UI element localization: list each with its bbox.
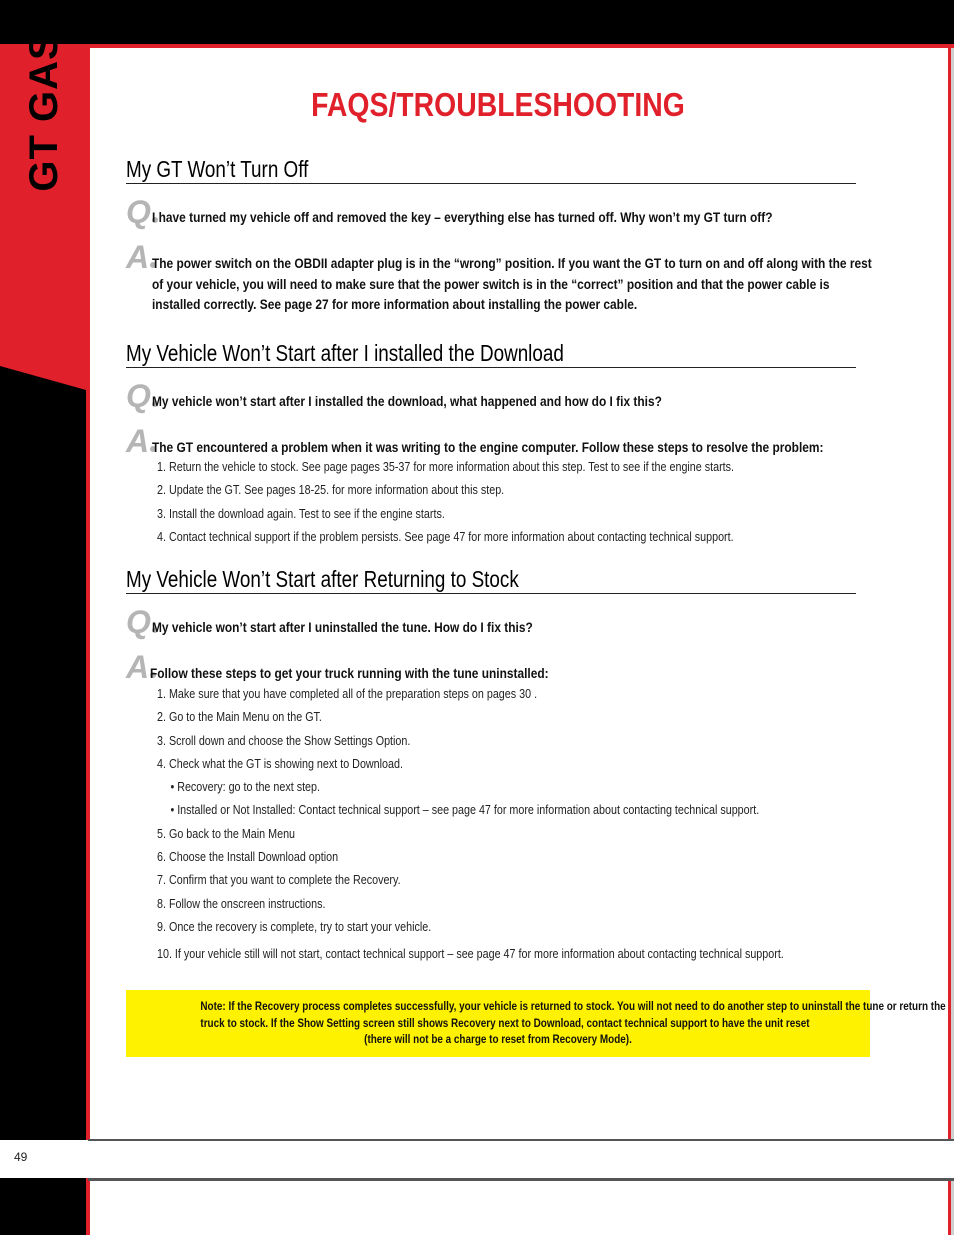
section-heading-turn-off: My GT Won’t Turn Off xyxy=(126,155,856,184)
list-item: 5. Go back to the Main Menu xyxy=(157,825,296,841)
list-item: 8. Follow the onscreen instructions. xyxy=(157,895,326,911)
q-icon: Q xyxy=(126,380,158,412)
recovery-note xyxy=(126,990,946,1057)
answer-text: The GT encountered a problem when it was writing to the engine computer. Follow these steps to resolve the problem: xyxy=(152,440,824,456)
top-black-bar xyxy=(0,0,954,44)
sidebar-model-name: GT GAS xyxy=(22,32,66,192)
a-icon: A xyxy=(126,241,156,273)
list-item: 1. Make sure that you have completed all of the preparation steps on pages 30 . xyxy=(157,686,538,701)
sidebar-model-number: 40415 xyxy=(22,203,66,320)
list-item: 4. Contact technical support if the problem persists. See page 47 for more information about contacting technical support. xyxy=(157,528,734,544)
bottom-rule xyxy=(88,1139,954,1141)
note-line: (there will not be a charge to reset from Recovery Mode). xyxy=(364,1032,632,1046)
question-text: My vehicle won’t start after I uninstalled the tune. How do I fix this? xyxy=(152,620,533,636)
left-red-rule xyxy=(86,44,90,1140)
list-item: 2. Update the GT. See pages 18-25. for more information about this step. xyxy=(157,482,505,498)
note-line: truck to stock. If the Show Setting screen still shows Recovery next to Download, contact technical support to have the unit reset xyxy=(200,1015,810,1030)
answer-text: The power switch on the OBDII adapter plug is in the “wrong” position. If you want the GT to turn on and off along with the rest of your vehicle, you will need to make sure that the power switch is in the “correct” position and that the power cable is installed correctly. See page 27 for more information about installing the power cable. xyxy=(152,256,872,313)
page-title: FAQS/TROUBLESHOOTING xyxy=(311,86,685,123)
a-icon: A xyxy=(126,425,156,457)
list-item: 1. Return the vehicle to stock. See page pages 35-37 for more information about this step. Test to see if the engine starts. xyxy=(157,459,735,474)
q-icon: Q xyxy=(126,606,158,638)
list-item: 9. Once the recovery is complete, try to start your vehicle. xyxy=(157,918,432,934)
section-heading-wont-start-download: My Vehicle Won’t Start after I installed the Download xyxy=(126,339,856,368)
list-item: 3. Scroll down and choose the Show Settings Option. xyxy=(157,732,411,748)
page-number: 49 xyxy=(14,1150,28,1164)
section-heading-wont-start-stock: My Vehicle Won’t Start after Returning to Stock xyxy=(126,565,856,594)
a-icon: A xyxy=(126,651,156,683)
list-item: 6. Choose the Install Download option xyxy=(157,849,339,865)
list-item: 3. Install the download again. Test to see if the engine starts. xyxy=(157,505,445,521)
note-line: Note: If the Recovery process completes successfully, your vehicle is returned to stock. You will not need to do another step to uninstall the tune or return the xyxy=(200,999,946,1013)
next-page-strip xyxy=(0,1178,954,1235)
list-item: 4. Check what the GT is showing next to Download. xyxy=(157,755,403,771)
question-text: My vehicle won’t start after I installed the download, what happened and how do I fix this? xyxy=(152,394,662,410)
list-item: 7. Confirm that you want to complete the Recovery. xyxy=(157,872,401,888)
list-subitem: • Recovery: go to the next step. xyxy=(170,779,320,795)
steps-list-stock xyxy=(157,686,954,970)
q-icon: Q xyxy=(126,196,158,228)
steps-list-download xyxy=(157,459,954,552)
sidebar-model-title xyxy=(24,32,64,320)
answer-text: Follow these steps to get your truck running with the tune uninstalled: xyxy=(150,666,549,682)
list-item: 10. If your vehicle still will not start, contact technical support – see page 47 for more information about contacting technical support. xyxy=(157,946,784,962)
question-text: I have turned my vehicle off and removed the key – everything else has turned off. Why won’t my GT turn off? xyxy=(152,210,773,226)
list-item: 2. Go to the Main Menu on the GT. xyxy=(157,709,322,725)
list-subitem: • Installed or Not Installed: Contact technical support – see page 47 for more information about contacting technical support. xyxy=(170,802,760,818)
top-red-rule xyxy=(88,44,954,48)
